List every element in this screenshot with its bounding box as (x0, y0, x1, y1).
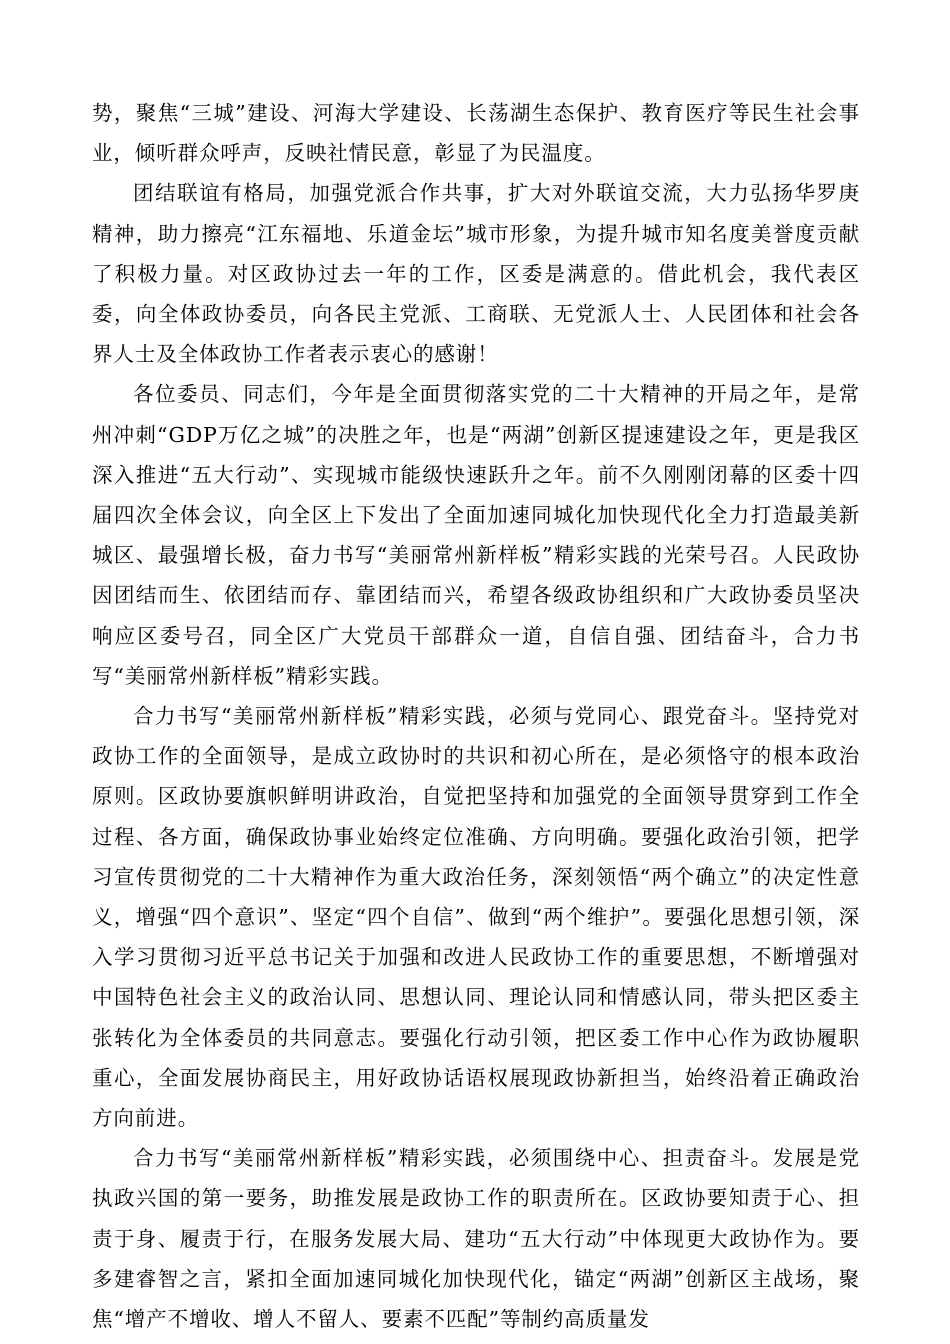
paragraph-5: 合力书写“美丽常州新样板”精彩实践，必须围绕中心、担责奋斗。发展是党执政兴国的第一要务，助推发展是政协工作的职责所在。区政协要知责于心、担责于身、履责于行，在服务发展大局、建功“五大行动”中体现更大政协作为。要多建睿智之言，紧扣全面加速同城化加快现代化，锚定“两湖”创新区主战场，聚焦“增产不增收、增人不留人、要素不匹配”等制约高质量发 (92, 1146, 860, 1332)
paragraph-2: 团结联谊有格局，加强党派合作共事，扩大对外联谊交流，大力弘扬华罗庚精神，助力擦亮“江东福地、乐道金坛”城市形象，为提升城市知名度美誉度贡献了积极力量。对区政协过去一年的工作，区委是满意的。借此机会，我代表区委，向全体政协委员，向各民主党派、工商联、无党派人士、人民团体和社会各界人士及全体政协工作者表示衷心的感谢！ (92, 181, 860, 367)
document-body (92, 93, 860, 1339)
paragraph-1: 势，聚焦“三城”建设、河海大学建设、长荡湖生态保护、教育医疗等民生社会事业，倾听群众呼声，反映社情民意，彰显了为民温度。 (92, 101, 860, 166)
paragraph-3: 各位委员、同志们，今年是全面贯彻落实党的二十大精神的开局之年，是常州冲刺“GDP万亿之城”的决胜之年，也是“两湖”创新区提速建设之年，更是我区深入推进“五大行动”、实现城市能级快速跃升之年。前不久刚刚闭幕的区委十四届四次全体会议，向全区上下发出了全面加速同城化加快现代化全力打造最美新城区、最强增长极，奋力书写“美丽常州新样板”精彩实践的光荣号召。人民政协因团结而生、依团结而存、靠团结而兴，希望各级政协组织和广大政协委员坚决响应区委号召，同全区广大党员干部群众一道，自信自强、团结奋斗，合力书写“美丽常州新样板”精彩实践。 (92, 382, 860, 688)
paragraph-4: 合力书写“美丽常州新样板”精彩实践，必须与党同心、跟党奋斗。坚持党对政协工作的全面领导，是成立政协时的共识和初心所在，是必须恪守的根本政治原则。区政协要旗帜鲜明讲政治，自觉把坚持和加强党的全面领导贯穿到工作全过程、各方面，确保政协事业始终定位准确、方向明确。要强化政治引领，把学习宣传贯彻党的二十大精神作为重大政治任务，深刻领悟“两个确立”的决定性意义，增强“四个意识”、坚定“四个自信”、做到“两个维护”。要强化思想引领，深入学习贯彻习近平总书记关于加强和改进人民政协工作的重要思想，不断增强对中国特色社会主义的政治认同、思想认同、理论认同和情感认同，带头把区委主张转化为全体委员的共同意志。要强化行动引领，把区委工作中心作为政协履职重心，全面发展协商民主，用好政协话语权展现政协新担当，始终沿着正确政治方向前进。 (92, 704, 860, 1131)
